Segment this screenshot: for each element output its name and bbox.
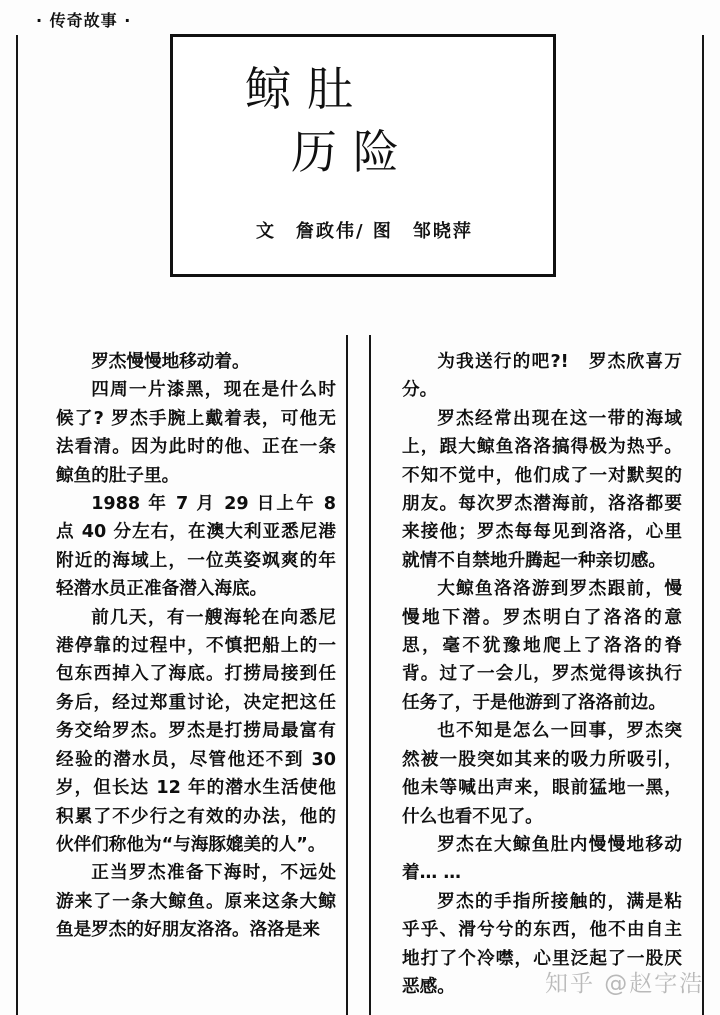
article-byline: 文 詹政伟/ 图 邹晓萍 bbox=[256, 221, 473, 242]
body-column-left bbox=[56, 348, 336, 945]
column-divider-rule-outer bbox=[346, 335, 348, 1015]
right-margin-rule bbox=[702, 35, 704, 1015]
column-divider-rule-inner bbox=[369, 335, 371, 1015]
body-column-right bbox=[402, 348, 682, 1001]
left-margin-rule bbox=[16, 35, 18, 1015]
article-title-line-2: 历险 bbox=[291, 125, 415, 179]
zhihu-watermark: 知乎 @赵字浩 bbox=[545, 971, 705, 997]
body-paragraph: 罗杰慢慢地移动着。 bbox=[91, 352, 250, 372]
body-paragraph: 1988 年 7 月 29 日上午 8 点 40 分左右，在澳大利亚悉尼港附近的海域上，一位英姿飒爽的年轻潜水员正准备潜入海底。 bbox=[56, 494, 336, 600]
body-paragraph: 为我送行的吧?! 罗杰欣喜万分。 bbox=[402, 352, 682, 401]
body-paragraph: 罗杰经常出现在这一带的海域上，跟大鲸鱼洛洛搞得极为热乎。不知不觉中，他们成了一对默契的朋友。每次罗杰潜海前，洛洛都要来接他；罗杰每每见到洛洛，心里就情不自禁地升腾起一种亲切感。 bbox=[402, 408, 682, 571]
running-head: · 传奇故事 · bbox=[36, 11, 132, 30]
body-paragraph: 大鲸鱼洛洛游到罗杰跟前，慢慢地下潜。罗杰明白了洛洛的意思，毫不犹豫地爬上了洛洛的脊背。过了一会儿，罗杰觉得该执行任务了，于是他游到了洛洛前边。 bbox=[402, 579, 682, 713]
body-paragraph: 前几天，有一艘海轮在向悉尼港停靠的过程中，不慎把船上的一包东西掉入了海底。打捞局接到任务后，经过郑重讨论，决定把这任务交给罗杰。罗杰是打捞局最富有经验的潜水员，尽管他还不到 30 岁，但长达 12 年的潜水生活使他积累了不少行之有效的办法，他的伙伴们称他为“与海豚媲美的人”。 bbox=[56, 607, 336, 855]
body-paragraph: 罗杰在大鲸鱼肚内慢慢地移动着… … bbox=[402, 834, 682, 884]
body-paragraph: 正当罗杰准备下海时，不远处游来了一条大鲸鱼。原来这条大鲸鱼是罗杰的好朋友洛洛。洛洛是来 bbox=[56, 863, 336, 941]
title-box bbox=[170, 34, 556, 277]
article-title-line-1: 鲸肚 bbox=[245, 62, 369, 116]
body-paragraph: 四周一片漆黑，现在是什么时候了? 罗杰手腕上戴着表，可他无法看清。因为此时的他、正在一条鲸鱼的肚子里。 bbox=[56, 380, 336, 486]
body-paragraph: 罗杰的手指所接触的，满是粘乎乎、滑兮兮的东西，他不由自主地打了个冷噤，心里泛起了一股厌恶感。 bbox=[402, 891, 682, 997]
body-paragraph: 也不知是怎么一回事，罗杰突然被一股突如其来的吸力所吸引，他未等喊出声来，眼前猛地一黑，什么也看不见了。 bbox=[402, 721, 682, 827]
